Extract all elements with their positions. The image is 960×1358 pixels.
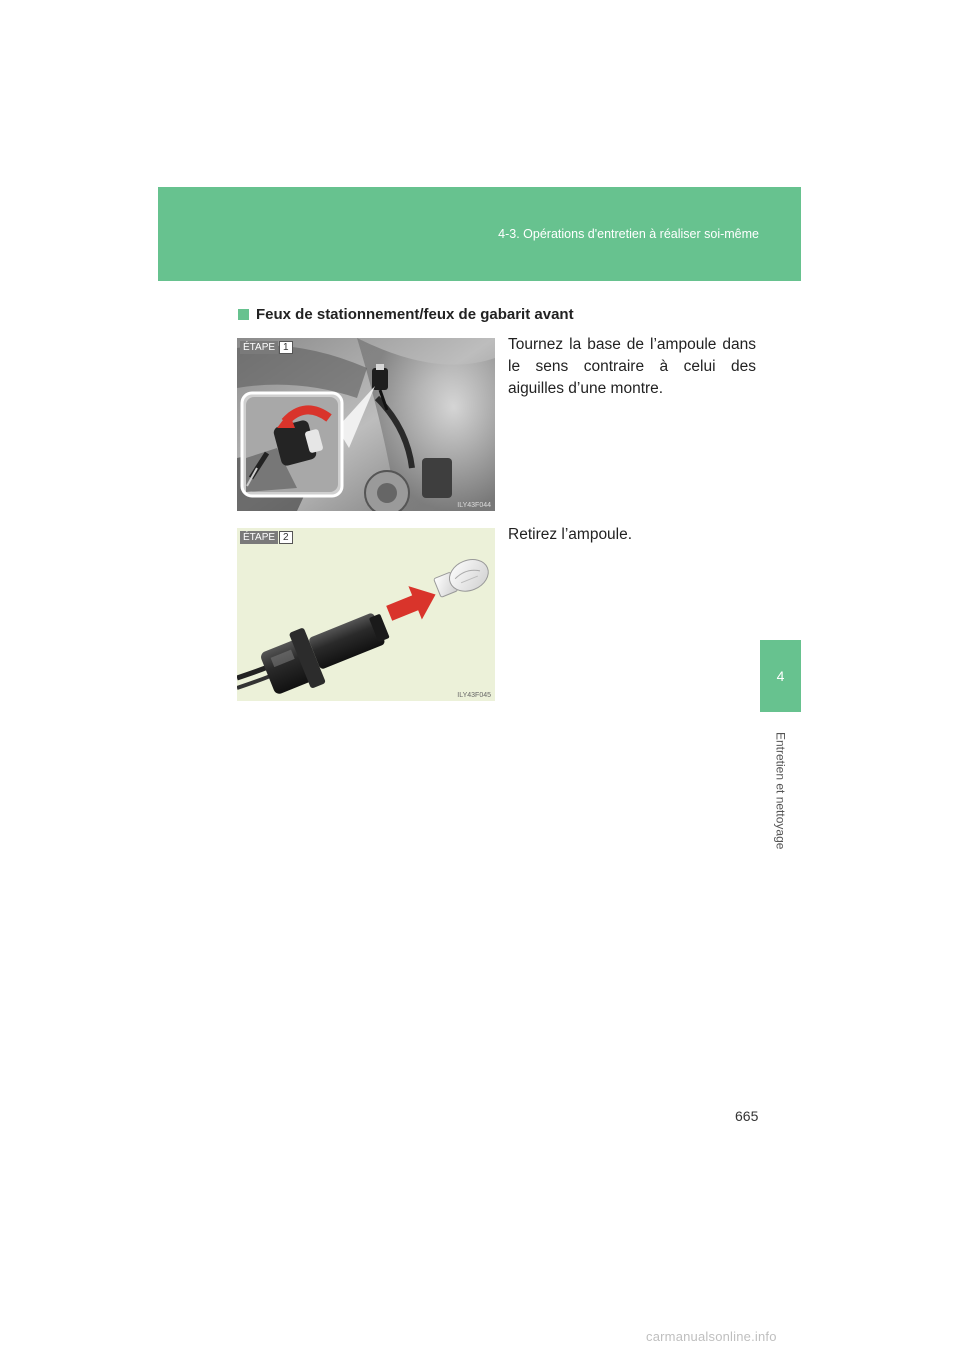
step-1-text: Tournez la base de l’ampoule dans le sens contraire à celui des aiguilles d’une montre.: [508, 336, 756, 397]
chapter-tab-number: 4: [760, 640, 801, 712]
side-strip: [760, 281, 801, 640]
header-section-title: 4-3. Opérations d'entretien à réaliser soi-même: [498, 227, 759, 241]
step-2-label: [240, 531, 293, 544]
bulb-removal-illustration: [237, 528, 495, 701]
page-number: 665: [735, 1108, 759, 1124]
section-title: [238, 306, 574, 323]
step-1-figure: [237, 338, 495, 511]
headlight-socket-illustration: [237, 338, 495, 511]
header-band: [158, 187, 801, 281]
square-bullet-icon: [238, 309, 249, 320]
step-1-number: 1: [279, 341, 293, 354]
chapter-tab-label-text: Entretien et nettoyage: [773, 732, 788, 850]
step-1-word: ÉTAPE: [240, 341, 278, 354]
step-2-figure: [237, 528, 495, 701]
step-1-figure-code: ILY43F044: [457, 502, 491, 509]
section-title-text: Feux de stationnement/feux de gabarit avant: [256, 306, 574, 323]
watermark[interactable]: carmanualsonline.info: [646, 1329, 777, 1344]
step-2-figure-code: ILY43F045: [457, 692, 491, 699]
step-2-text: Retirez l’ampoule.: [508, 526, 633, 543]
step-2-word: ÉTAPE: [240, 531, 278, 544]
chapter-tab-label: [760, 716, 801, 866]
step-1-label: [240, 341, 293, 354]
step-2-number: 2: [279, 531, 293, 544]
